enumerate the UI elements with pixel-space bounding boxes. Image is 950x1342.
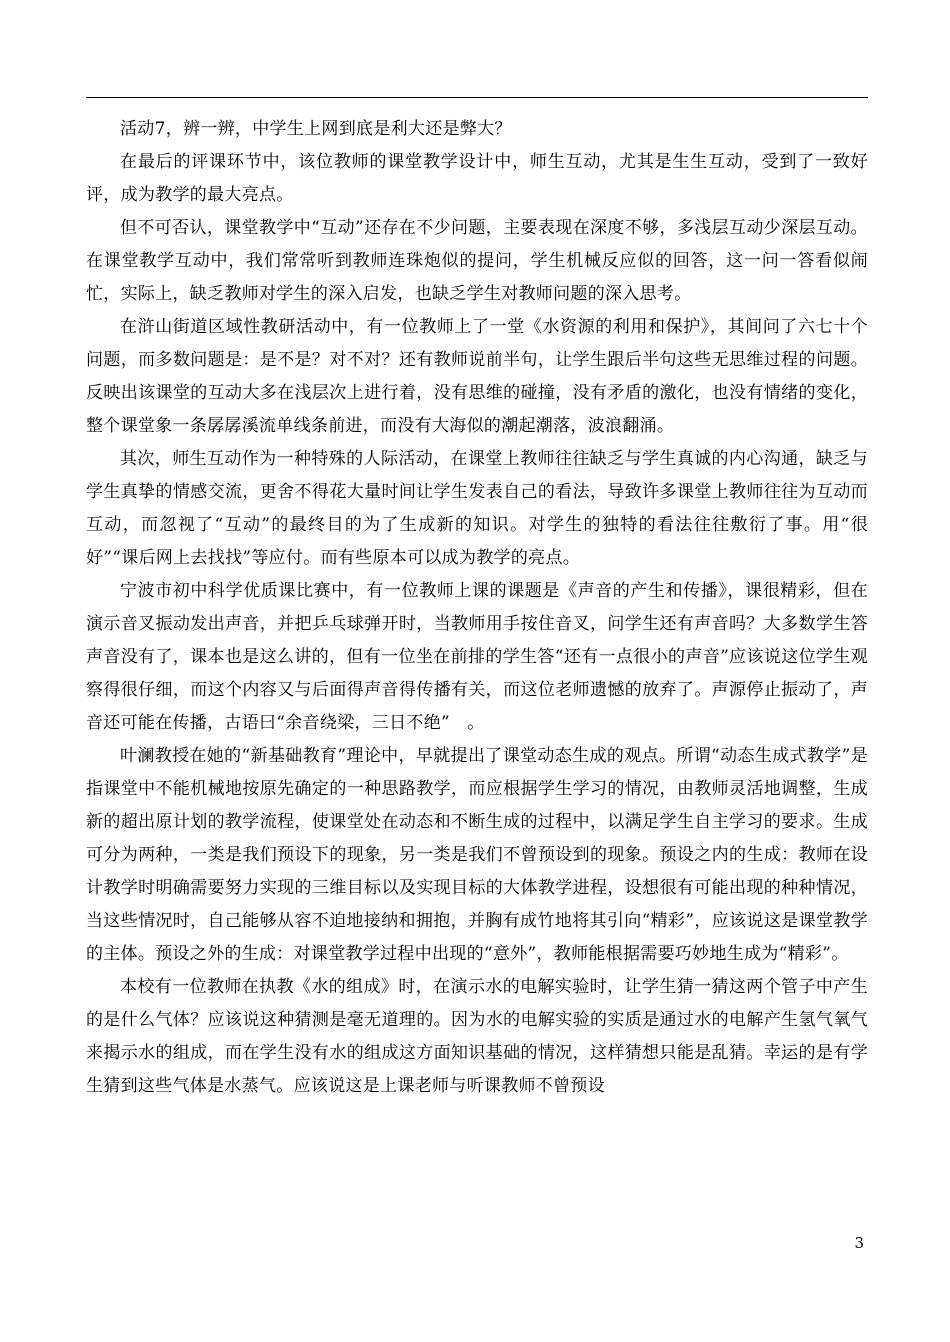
document-body [86,113,868,1103]
paragraph-water-resources-example: 在浒山街道区域性教研活动中，有一位教师上了一堂《水资源的利用和保护》，其间问了六七十个问题，而多数问题是：是不是？对不对？还有教师说前半句，让学生跟后半句这些无思维过程的问题。反映出该课堂的互动大多在浅层次上进行着，没有思维的碰撞，没有矛盾的激化，也没有情绪的变化，整个课堂象一条孱孱溪流单线条前进，而没有大海似的潮起潮落，波浪翻涌。 [86,317,868,436]
paragraph-teacher-student-interaction: 其次，师生互动作为一种特殊的人际活动，在课堂上教师往往缺乏与学生真诚的内心沟通，缺乏与学生真挚的情感交流，更舍不得花大量时间让学生发表自己的看法，导致许多课堂上教师往往为互动而互动，而忽视了“互动”的最终目的为了生成新的知识。对学生的独特的看法往往敷衍了事。用“很好”“课后网上去找找”等应付。而有些原本可以成为教学的亮点。 [86,449,868,568]
page-number: 3 [854,1234,864,1252]
paragraph-water-composition-example: 本校有一位教师在执教《水的组成》时，在演示水的电解实验时，让学生猜一猜这两个管子中产生的是什么气体？应该说这种猜测是毫无道理的。因为水的电解实验的实质是通过水的电解产生氢气氧气来揭示水的组成，而在学生没有水的组成这方面知识基础的情况，这样猜想只能是乱猜。幸运的是有学生猜到这些气体是水蒸气。应该说这是上课老师与听课教师不曾预设 [86,977,868,1096]
header-rule [86,97,868,98]
paragraph-activity-7: 活动7，辨一辨，中学生上网到底是利大还是弊大？ [120,119,512,139]
paragraph-sound-example: 宁波市初中科学优质课比赛中，有一位教师上课的课题是《声音的产生和传播》，课很精彩，但在演示音叉振动发出声音，并把乒乓球弹开时，当教师用手按住音叉，问学生还有声音吗？大多数学生答声音没有了，课本也是这么讲的，但有一位坐在前排的学生答“还有一点很小的声音”应该说这位学生观察得很仔细，而这个内容又与后面得声音得传播有关，而这位老师遗憾的放弃了。声源停止振动了，声音还可能在传播，古语曰“余音绕梁，三日不绝” 。 [86,581,868,733]
paragraph-evaluation: 在最后的评课环节中，该位教师的课堂教学设计中，师生互动，尤其是生生互动，受到了一致好评，成为教学的最大亮点。 [86,152,868,205]
paragraph-dynamic-generation: 叶澜教授在她的“新基础教育”理论中，早就提出了课堂动态生成的观点。所谓“动态生成式教学”是指课堂中不能机械地按原先确定的一种思路教学，而应根据学生学习的情况，由教师灵活地调整，生成新的超出原计划的教学流程，使课堂处在动态和不断生成的过程中，以满足学生自主学习的要求。生成可分为两种，一类是我们预设下的现象，另一类是我们不曾预设到的现象。预设之内的生成：教师在设计教学时明确需要努力实现的三维目标以及实现目标的大体教学进程，设想很有可能出现的种种情况，当这些情况时，自己能够从容不迫地接纳和拥抱，并胸有成竹地将其引向“精彩”，应该说这是课堂教学的主体。预设之外的生成：对课堂教学过程中出现的“意外”，教师能根据需要巧妙地生成为“精彩”。 [86,746,868,964]
paragraph-interaction-problems: 但不可否认，课堂教学中“互动”还存在不少问题，主要表现在深度不够，多浅层互动少深层互动。在课堂教学互动中，我们常常听到教师连珠炮似的提问，学生机械反应似的回答，这一问一答看似闹忙，实际上，缺乏教师对学生的深入启发，也缺乏学生对教师问题的深入思考。 [86,218,868,304]
